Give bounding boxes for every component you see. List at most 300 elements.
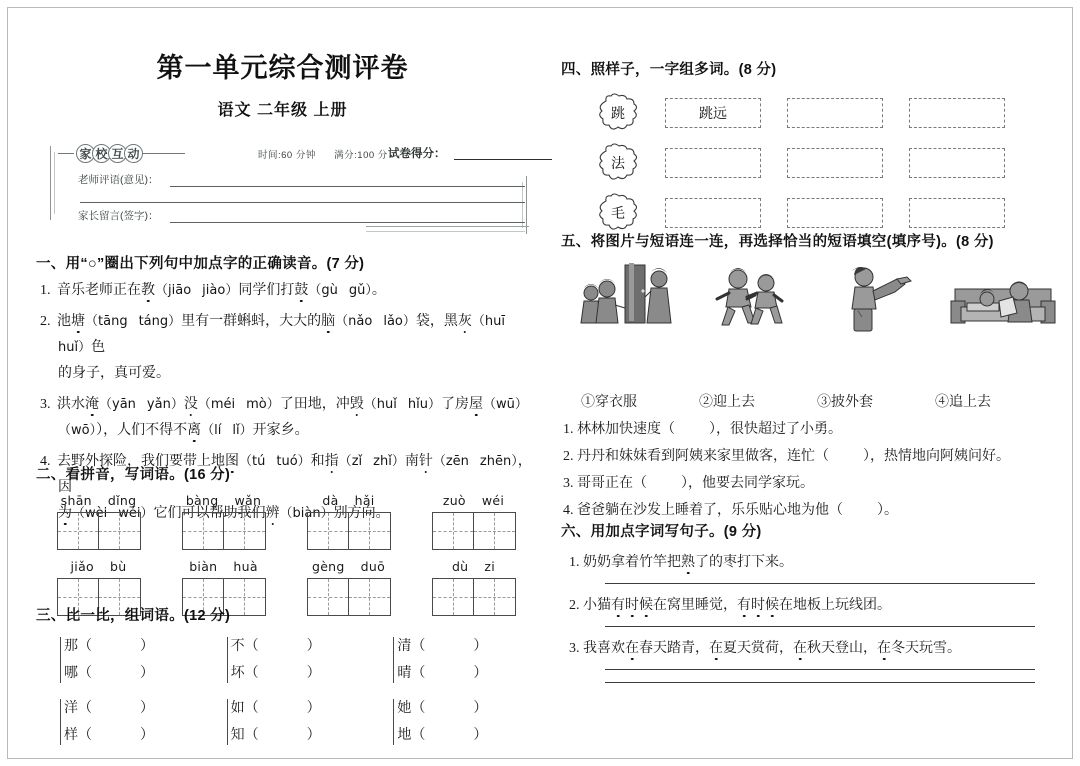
sentence-text: 洪水 <box>57 397 85 412</box>
item-number: 3. <box>40 397 54 412</box>
exam-meta <box>258 147 388 161</box>
pinyin-option[interactable]: tuó <box>276 454 298 469</box>
pinyin-label <box>411 559 536 574</box>
emphasis-dot-char: 熟 <box>681 555 695 570</box>
home-school-badge <box>58 144 185 163</box>
section-2 <box>36 463 536 616</box>
pinyin-choice[interactable]: （biàn） <box>279 506 334 521</box>
pinyin-choice[interactable]: （huǐ hǐu） <box>363 397 441 412</box>
pair-bracket <box>393 637 394 683</box>
prompt-character: 样 <box>64 728 78 743</box>
answer-parentheses-close: ） <box>140 728 154 743</box>
answer-write-line[interactable] <box>605 583 1035 584</box>
emphasis-dot-char: 离 <box>187 423 202 438</box>
cloud-bubble-icon <box>595 193 641 233</box>
pinyin-choice[interactable]: （zǐ zhǐ） <box>338 454 405 469</box>
sentence-writing-item <box>561 551 1071 571</box>
character-answer-line[interactable] <box>64 633 203 660</box>
prompt-character: 不 <box>230 639 245 654</box>
section-5-options <box>561 391 1071 411</box>
sentence-text: 奶奶拿着竹竿把 <box>583 555 681 570</box>
word-building-row <box>561 143 1061 183</box>
character-writing-grid[interactable] <box>307 512 391 550</box>
fill-in-sentence <box>561 472 1071 492</box>
writing-cell[interactable] <box>307 512 349 550</box>
word-answer-box[interactable] <box>665 198 761 228</box>
word-answer-box[interactable] <box>909 198 1005 228</box>
emphasis-dot-char: 屋 <box>469 397 483 412</box>
word-pair-band <box>36 695 536 749</box>
sentence-text: 了房 <box>441 397 469 412</box>
emphasis-dot-char: 没 <box>183 397 198 412</box>
fill-in-sentence <box>561 418 1071 438</box>
sentence-text: 里有一群蝌蚪，大大的 <box>181 314 322 329</box>
time-limit-label: 时间:60 分钟 <box>258 150 316 161</box>
item-number: 1. <box>40 283 54 298</box>
character-pair-group <box>203 633 370 687</box>
pinyin-syllable: dǐng <box>107 493 137 508</box>
badge-dash-right <box>143 153 185 154</box>
answer-write-line[interactable] <box>605 626 1035 627</box>
answer-parentheses-close: ） <box>473 639 488 654</box>
word-answer-box[interactable] <box>787 98 883 128</box>
cloud-bubble-icon <box>595 143 641 183</box>
sentence-after-blank: ），很快超过了小勇。 <box>709 422 842 437</box>
section-2-grid-rows <box>36 493 536 616</box>
character-answer-line[interactable] <box>64 695 203 722</box>
prompt-character: 晴 <box>397 666 412 681</box>
pinyin-label <box>286 559 411 574</box>
sentence-text: 春天踏青， <box>639 641 709 656</box>
answer-parentheses-close: ） <box>473 728 488 743</box>
pinyin-option[interactable]: wéi <box>118 506 141 521</box>
home-school-box <box>36 142 529 234</box>
pinyin-choice[interactable]: （nǎo lǎo） <box>335 314 416 329</box>
pinyin-syllable: dù <box>451 559 469 574</box>
sentence-writing-item <box>561 594 1071 614</box>
sentence-text: 。 <box>371 283 386 298</box>
prompt-character: 洋 <box>64 701 78 716</box>
pinyin-option[interactable]: yān <box>112 397 136 412</box>
answer-parentheses[interactable]: （ <box>411 701 426 716</box>
answer-write-line[interactable] <box>605 669 1035 670</box>
emphasis-dot-char: 在 <box>709 641 723 656</box>
sentence-text: 色 <box>91 340 106 355</box>
emphasis-dot-char: 在 <box>625 641 639 656</box>
pinyin-syllable: bàng <box>185 493 219 508</box>
pinyin-choice[interactable]: （gù gǔ） <box>308 283 372 298</box>
section-4-heading: 四、照样子，一字组多词。(8 分) <box>561 62 777 78</box>
sentence-text: 去野外探险，我们要带上地 <box>57 454 225 469</box>
box-rule-bottom-inner <box>366 231 525 232</box>
answer-parentheses-close: ） <box>140 666 154 681</box>
pinyin-syllable: huà <box>233 559 258 574</box>
answer-parentheses[interactable]: （ <box>244 639 259 654</box>
item-number: 3. <box>569 641 583 656</box>
character-answer-line[interactable] <box>397 660 536 687</box>
box-rule-left <box>50 146 51 220</box>
badge-char-1: 家 <box>76 144 95 163</box>
prompt-character: 知 <box>230 728 245 743</box>
teacher-comment-line-2[interactable] <box>80 202 525 203</box>
answer-parentheses[interactable]: （ <box>411 639 426 654</box>
pinyin-option[interactable]: huǐ <box>376 397 397 412</box>
pinyin-grid-row <box>36 493 536 550</box>
illustration-boy-pointing-forward[interactable] <box>822 261 934 333</box>
paper-score-label: 试卷得分： <box>388 148 446 160</box>
pinyin-option[interactable]: gǔ <box>348 283 366 298</box>
section-4-rows <box>561 93 1061 233</box>
pinyin-choice[interactable]: （wèi wéi） <box>72 506 154 521</box>
sentence-text: 秋天登山， <box>807 641 877 656</box>
character-answer-line[interactable] <box>231 695 370 722</box>
pinyin-option[interactable]: biàn <box>292 506 321 521</box>
pinyin-option[interactable]: yǎn <box>146 397 171 412</box>
pinyin-option[interactable]: nǎo <box>348 314 373 329</box>
sentence-text: 别方向。 <box>333 506 390 521</box>
pinyin-option[interactable]: mò <box>246 397 267 412</box>
word-building-row <box>561 193 1061 233</box>
pair-bracket <box>227 699 228 745</box>
badge-char-3: 互 <box>108 144 127 163</box>
writing-cell[interactable] <box>182 512 224 550</box>
page-columns <box>8 8 1072 758</box>
answer-parentheses-close: ） <box>140 701 154 716</box>
sentence-text: 池 <box>57 314 71 329</box>
prompt-character: 如 <box>230 701 245 716</box>
pinyin-label <box>36 559 161 574</box>
pinyin-option[interactable]: zǐ <box>351 454 363 469</box>
pinyin-choice[interactable]: （jiāo jiào） <box>155 283 239 298</box>
answer-parentheses-close: ） <box>306 728 321 743</box>
pinyin-option[interactable]: wèi <box>85 506 108 521</box>
question-item <box>36 278 536 304</box>
pair-bracket <box>60 699 61 745</box>
question-item-continued: 的身子，真可爱。 <box>58 366 170 381</box>
word-answer-box[interactable] <box>787 148 883 178</box>
emphasis-dot-char: 有 <box>611 598 625 613</box>
pinyin-option[interactable]: lǐ <box>232 423 240 438</box>
prompt-character: 哪 <box>64 666 78 681</box>
pinyin-label <box>411 493 536 508</box>
sentence-text: 和 <box>310 454 325 469</box>
writing-cell[interactable] <box>57 512 99 550</box>
left-column <box>8 8 547 758</box>
writing-cell[interactable] <box>349 512 391 550</box>
answer-parentheses-close: ） <box>306 666 321 681</box>
prompt-character: 那 <box>64 639 78 654</box>
illustration-girls-greeting-woman-at-door[interactable] <box>573 261 685 333</box>
character-answer-line[interactable] <box>231 722 370 749</box>
pinyin-choice[interactable]: （wū） <box>483 397 528 412</box>
sentence-text: 同学们打 <box>238 283 295 298</box>
character-writing-grid[interactable] <box>57 512 141 550</box>
emphasis-dot-char: 候 <box>639 598 653 613</box>
writing-cell[interactable] <box>474 512 516 550</box>
answer-parentheses[interactable]: （ <box>78 728 92 743</box>
character-answer-line[interactable] <box>397 695 536 722</box>
word-answer-box[interactable]: 跳远 <box>665 98 761 128</box>
pinyin-label <box>161 559 286 574</box>
answer-parentheses-close: ） <box>140 639 154 654</box>
sentence-after-blank: ）。 <box>877 503 898 518</box>
pinyin-syllable: hǎi <box>354 493 375 508</box>
pinyin-syllable: biàn <box>189 559 218 574</box>
sentence-text: 冬天玩雪。 <box>891 641 961 656</box>
answer-parentheses[interactable]: （ <box>411 728 426 743</box>
sentence-writing-item <box>561 637 1071 657</box>
section-2-heading: 二、看拼音，写词语。(16 分) <box>36 467 231 483</box>
pinyin-option[interactable]: jiāo <box>168 283 192 298</box>
emphasis-dot-char: 时 <box>625 598 639 613</box>
pinyin-choice[interactable]: （tú tuó） <box>239 454 311 469</box>
emphasis-dot-char: 脑 <box>321 314 336 329</box>
writing-cell[interactable] <box>224 512 266 550</box>
sentence-before-blank: 林林加快速度（ <box>577 422 675 437</box>
pinyin-option[interactable]: wū <box>496 397 515 412</box>
pinyin-option[interactable]: huī <box>484 314 506 329</box>
pair-bracket <box>227 637 228 683</box>
sentence-text: 我喜欢 <box>583 641 625 656</box>
sentence-before-blank: 哥哥正在（ <box>577 476 647 491</box>
emphasis-dot-char: 鼓 <box>294 283 309 298</box>
section-4 <box>561 58 1061 243</box>
emphasis-dot-char: 候 <box>765 598 779 613</box>
pinyin-choice[interactable]: （zēn zhēn） <box>432 454 518 469</box>
emphasis-dot-char: 图 <box>225 454 239 469</box>
cloud-character: 跳 <box>611 107 625 122</box>
answer-parentheses-close: ） <box>473 701 488 716</box>
character-pair-group <box>369 633 536 687</box>
sentence-text: 袋，黑 <box>415 314 458 329</box>
illustration-two-boys-running[interactable] <box>698 261 810 333</box>
pinyin-option[interactable]: tú <box>252 454 266 469</box>
pinyin-choice[interactable]: （tāng táng） <box>85 314 182 329</box>
answer-write-line[interactable] <box>605 682 1035 683</box>
pinyin-syllable: jiǎo <box>70 559 94 574</box>
phrase-option[interactable]: ①穿衣服 <box>581 395 637 410</box>
answer-parentheses[interactable]: （ <box>78 666 92 681</box>
pinyin-option[interactable]: huǐ <box>58 340 79 355</box>
sentence-text: 了的枣打下来。 <box>695 555 793 570</box>
item-number: 4. <box>40 454 54 469</box>
cloud-bubble-icon <box>595 93 641 133</box>
sentence-before-blank: 丹丹和妹妹看到阿姨来家里做客，连忙（ <box>577 449 829 464</box>
sentence-text: ），人们不得不 <box>96 423 188 438</box>
sentence-text: 小猫 <box>583 598 611 613</box>
fill-in-sentence <box>561 445 1071 465</box>
sentence-text: 南 <box>404 454 419 469</box>
emphasis-dot-char: 辨 <box>265 506 280 521</box>
section-5-items <box>561 418 1071 519</box>
section-3 <box>36 604 536 749</box>
emphasis-dot-char: 时 <box>751 598 765 613</box>
pinyin-option[interactable]: wō <box>71 423 90 438</box>
answer-parentheses[interactable]: （ <box>244 666 259 681</box>
sentence-text: 夏天赏荷， <box>723 641 793 656</box>
answer-parentheses[interactable]: （ <box>411 666 426 681</box>
pair-bracket <box>60 637 61 683</box>
pinyin-syllable: gèng <box>311 559 345 574</box>
pinyin-choice[interactable]: （yān yǎn） <box>99 397 184 412</box>
pinyin-syllable: duō <box>360 559 386 574</box>
pinyin-option[interactable]: jiào <box>202 283 226 298</box>
emphasis-dot-char: 指 <box>324 454 339 469</box>
page-title: 第一单元综合测评卷 <box>156 53 409 83</box>
emphasis-dot-char: 灰 <box>457 314 472 329</box>
pinyin-option[interactable]: zēn <box>445 454 469 469</box>
pinyin-syllable: wǎn <box>234 493 262 508</box>
pinyin-option[interactable]: hǐu <box>407 397 428 412</box>
section-5 <box>561 230 1071 519</box>
pinyin-grid-item <box>36 493 161 550</box>
answer-parentheses-close: ） <box>306 639 321 654</box>
phrase-option[interactable]: ③披外套 <box>817 395 873 410</box>
section-3-heading: 三、比一比，组词语。(12 分) <box>36 608 231 624</box>
sentence-text: ，因 <box>58 454 532 495</box>
sentence-text: 它们可以帮助我们 <box>153 506 266 521</box>
cloud-character: 法 <box>611 157 625 172</box>
character-pair-group <box>203 695 370 749</box>
pinyin-label <box>36 493 161 508</box>
teacher-comment-line-1[interactable] <box>170 186 525 187</box>
pinyin-option[interactable]: táng <box>138 314 169 329</box>
sentence-text: 音乐老师正在 <box>57 283 141 298</box>
sentence-after-blank: ），他要去同学家玩。 <box>681 476 814 491</box>
item-number: 2. <box>569 598 583 613</box>
emphasis-dot-char: 淹 <box>85 397 99 412</box>
cloud-character: 毛 <box>611 207 625 222</box>
section-5-heading: 五、将图片与短语连一连，再选择恰当的短语填空(填序号)。(8 分) <box>561 234 994 250</box>
item-number: 1. <box>569 555 583 570</box>
character-pair-group <box>36 633 203 687</box>
page-subtitle: 语文 二年级 上册 <box>217 102 348 119</box>
pinyin-syllable: shān <box>60 493 92 508</box>
prompt-character: 她 <box>397 701 412 716</box>
pinyin-option[interactable]: zhǐ <box>373 454 392 469</box>
emphasis-dot-char: 针 <box>418 454 433 469</box>
pinyin-option[interactable]: gù <box>321 283 338 298</box>
answer-parentheses[interactable]: （ <box>244 701 259 716</box>
section-6 <box>561 520 1071 683</box>
pinyin-choice[interactable]: （huīhuǐ） <box>58 314 506 355</box>
character-pair-group <box>36 695 203 749</box>
answer-parentheses-close: ） <box>306 701 321 716</box>
box-rule-left-inner <box>54 152 55 214</box>
item-number: 3. <box>563 476 577 491</box>
question-item-continued <box>36 418 536 444</box>
answer-parentheses[interactable]: （ <box>244 728 259 743</box>
character-answer-line[interactable] <box>397 633 536 660</box>
answer-parentheses[interactable]: （ <box>78 639 92 654</box>
illustration-people-resting-on-sofa[interactable] <box>947 261 1059 333</box>
character-answer-line[interactable] <box>397 722 536 749</box>
emphasis-dot-char: 有 <box>737 598 751 613</box>
pinyin-option[interactable]: tāng <box>98 314 128 329</box>
character-pair-group <box>369 695 536 749</box>
phrase-option[interactable]: ④追上去 <box>935 395 991 410</box>
question-item <box>36 309 536 361</box>
character-answer-line[interactable] <box>231 660 370 687</box>
word-answer-box[interactable] <box>909 98 1005 128</box>
character-answer-line[interactable] <box>64 722 203 749</box>
sentence-text: 在地板上玩线团。 <box>779 598 891 613</box>
character-answer-line[interactable] <box>231 633 370 660</box>
word-answer-box[interactable] <box>665 148 761 178</box>
pinyin-option[interactable]: lǎo <box>383 314 403 329</box>
pinyin-grid-item <box>411 493 536 550</box>
test-paper-page <box>7 7 1073 759</box>
character-writing-grid[interactable] <box>432 512 516 550</box>
word-pair-band <box>36 633 536 687</box>
pinyin-label <box>161 493 286 508</box>
emphasis-dot-char: 为 <box>58 506 72 521</box>
emphasis-dot-char: 教 <box>141 283 155 298</box>
pinyin-grid-item <box>286 493 411 550</box>
pinyin-syllable: zi <box>484 559 496 574</box>
pair-bracket <box>393 699 394 745</box>
sentence-text: 开家乡。 <box>252 423 309 438</box>
pinyin-syllable: wéi <box>481 493 505 508</box>
parent-message-label: 家长留言(签字)： <box>78 210 159 222</box>
paper-score-blank[interactable] <box>454 159 552 160</box>
emphasis-dot-char: 毁 <box>349 397 364 412</box>
pinyin-label <box>286 493 411 508</box>
answer-parentheses[interactable]: （ <box>78 701 92 716</box>
sentence-text: 了田地，冲 <box>279 397 350 412</box>
pinyin-syllable: zuò <box>442 493 466 508</box>
item-number: 1. <box>563 422 577 437</box>
teacher-comment-label: 老师评语(意见)： <box>78 174 159 186</box>
emphasis-dot-char: 在 <box>877 641 891 656</box>
pinyin-option[interactable]: lí <box>214 423 222 438</box>
sentence-before-blank: 爸爸躺在沙发上睡着了，乐乐贴心地为他（ <box>577 503 843 518</box>
section-6-heading: 六、用加点字词写句子。(9 分) <box>561 524 762 540</box>
sentence-after-blank: ），热情地向阿姨问好。 <box>863 449 1010 464</box>
pinyin-choice[interactable]: （méi mò） <box>197 397 280 412</box>
badge-dash-left <box>58 153 74 154</box>
parent-message-line[interactable] <box>170 222 525 223</box>
pinyin-choice[interactable]: （lí lǐ） <box>201 423 253 438</box>
item-number: 4. <box>563 503 577 518</box>
emphasis-dot-char: 在 <box>793 641 807 656</box>
box-rule-bottom <box>366 226 529 227</box>
total-score-label: 满分:100 分 <box>334 150 388 161</box>
sentence-text: 在窝里睡觉， <box>653 598 737 613</box>
character-answer-line[interactable] <box>64 660 203 687</box>
section-3-bands <box>36 633 536 749</box>
pinyin-syllable: bù <box>110 559 127 574</box>
pinyin-grid-item <box>161 493 286 550</box>
item-number: 2. <box>563 449 577 464</box>
prompt-character: 清 <box>397 639 412 654</box>
pinyin-option[interactable]: méi <box>210 397 236 412</box>
word-answer-box[interactable] <box>909 148 1005 178</box>
writing-cell[interactable] <box>432 512 474 550</box>
prompt-character: 地 <box>397 728 412 743</box>
question-item <box>36 392 536 418</box>
section-1-heading: 一、用“○”圈出下列句中加点字的正确读音。(7 分) <box>36 256 365 272</box>
pinyin-option[interactable]: zhēn <box>479 454 512 469</box>
pinyin-choice[interactable]: （wō） <box>58 423 97 438</box>
phrase-option[interactable]: ②迎上去 <box>699 395 755 410</box>
answer-parentheses-close: ） <box>473 666 488 681</box>
pinyin-syllable: dà <box>322 493 339 508</box>
section-6-items <box>561 551 1071 683</box>
character-writing-grid[interactable] <box>182 512 266 550</box>
word-answer-box[interactable] <box>787 198 883 228</box>
writing-cell[interactable] <box>99 512 141 550</box>
